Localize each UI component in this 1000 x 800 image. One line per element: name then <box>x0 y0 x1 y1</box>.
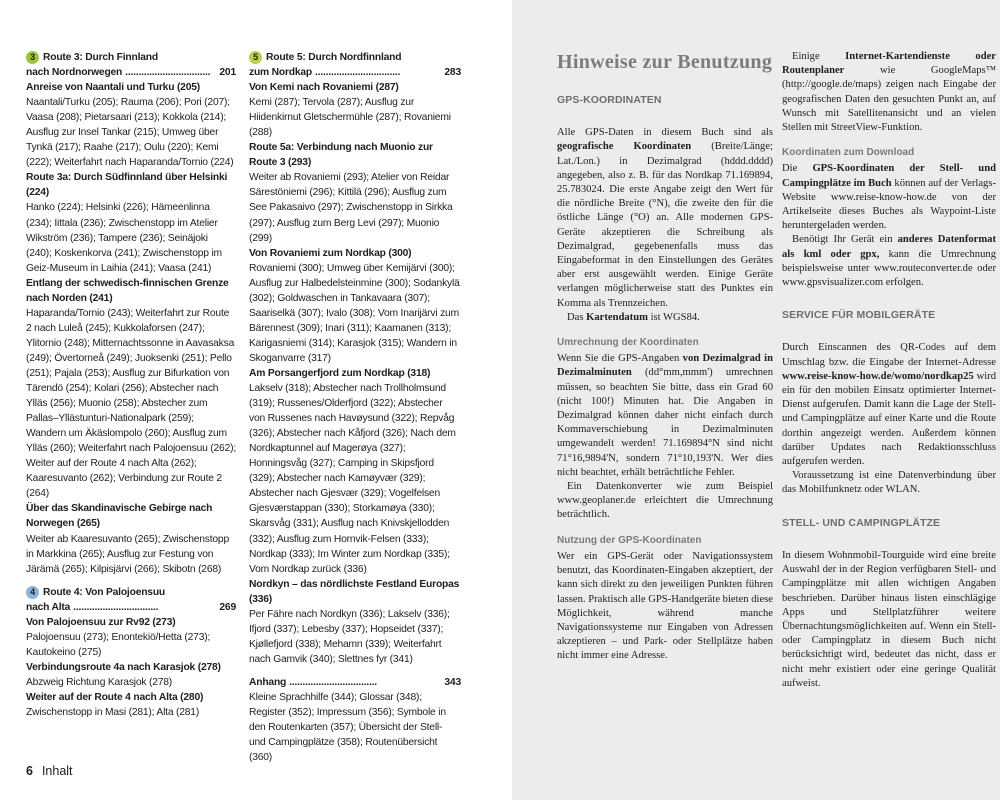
info-column-1 <box>557 50 773 664</box>
toc-route-title-text: Anhang <box>249 676 287 688</box>
bold-text: anderes Datenformat als kml oder gpx, <box>782 234 997 260</box>
usage-paragraph: Wer ein GPS-Gerät oder Navigationssystem benutzt, das Koordinaten-Eingaben akzeptiert, der kann sich direkt zu den jeweiligen Punkten führen lassen. Praktisch alle GPS-Handgeräte bieten diese Möglichkeit, während manche Navigationssysteme nur Eingaben von Adressen akzeptieren – und Park- oder Stellplätze haben nicht immer eine Adresse. <box>557 550 773 662</box>
toc-dot-leader: ................................ <box>315 67 401 79</box>
toc-route-title-line <box>26 50 236 65</box>
toc-page-number: 283 <box>444 67 461 79</box>
bold-text: Kartendatum <box>586 311 648 323</box>
toc-section-places: Haparanda/Tornio (243); Weiterfahrt zur Route 2 nach Luleå (245); Kukkolaforsen (247); Ylitornio (248); Mitternachtssonne in Aavasaksa (249); Övertorneå (249); Juoksenki (251); Pello (251); Pajala (253); Ausflug zur Bifurkation von Tärendö (254); Kolari (256); Abstecher nach Ylläs (256); Muonio (258); Abstecher zum Pallas–Yllästunturi-Nationalpark (259); Wandern um Äkäslompolo (260); Ausflug zum Ylläs (260); Weiterfahrt nach Palojoensuu (262); Weiter auf der Route 4 nach Alta (262); Kaaresuvanto (262); Verbindung zur Route 2 (264) <box>26 307 236 500</box>
toc-section-places: Abzweig Richtung Karasjok (278) <box>26 676 173 688</box>
toc-section-heading: Von Rovaniemi zum Nordkap (300) <box>249 247 412 259</box>
bold-text: Internet-Kartendienste oder Routenplaner <box>782 51 996 77</box>
toc-dot-leader: ................................. <box>289 676 377 688</box>
toc-section-places: Hanko (224); Helsinki (226); Hämeenlinna (234); Iittala (236); Zwischenstopp im Atelier Wikström (236); Tampere (236); Seinäjoki (240); Koskenkorva (241); Zwischenstopp im Geiz-Museum in Laihia (241); Vaasa (241) <box>26 202 222 274</box>
camping-paragraph: In diesem Wohnmobil-Tourguide wird eine breite Auswahl der in der Region verfügbaren Stell- und Campingplätze mit allen wichtigen Angaben beschrieben. Darüber hinaus listen einschlägige Apps und Stellplatzführer weitere Übernachtungsmöglichkeiten auf. Wenn ein Stell- oder Campingplatz in diesem Buch nicht berücksichtigt wird, bedeutet das nicht, dass er nicht mehr existiert oder eine geringe Qualität aufweist. <box>782 549 996 689</box>
bold-text: www.reise-know-how.de/womo/nordkap25 <box>782 370 974 382</box>
toc-section-heading: Über das Skandinavische Gebirge nach Norwegen (265) <box>26 503 213 530</box>
toc-section-heading: Entlang der schwedisch-finnischen Grenze nach Norden (241) <box>26 277 229 304</box>
toc-route-title-text: nach Alta <box>26 601 71 613</box>
gps-heading: GPS-KOORDINATEN <box>557 94 662 106</box>
bold-text: GPS-Koordinaten der Stell- und Campingplätze im Buch <box>782 163 996 189</box>
toc-route-title-last-line <box>26 65 236 80</box>
toc-section-heading: Weiter auf der Route 4 nach Alta (280) <box>26 691 204 703</box>
text-run: Alle GPS-Daten in diesem Buch sind als <box>557 127 773 139</box>
toc-route-title-text: nach Nordnorwegen <box>26 67 123 79</box>
page-number: 6 <box>26 764 33 778</box>
toc-dot-leader: ................................ <box>125 67 211 79</box>
toc-route-title-line <box>249 50 461 65</box>
toc-section-places: Naantali/Turku (205); Rauma (206); Pori (207); Vaasa (208); Pietarsaari (213); Kokkola (214); Ausflug zur Insel Tankar (215); Umweg über Tynkä (217); Raahe (217); Oulu (220); Kemi (222); Weiterfahrt nach Haparanda/Tornio (224) <box>26 97 234 169</box>
route-number-badge: 5 <box>249 51 262 64</box>
text-run: Das <box>567 311 587 323</box>
toc-route-title <box>26 585 165 600</box>
text-run: wird ein für den mobilen Einsatz optimierter Internet-Dienst aufgerufen. Damit kann die Lage der Stell- und Campingplätze auf einer Karte und die Route dorthin angezeigt werden. Außerdem können darüber Updates nach Redaktionsschluss aufgerufen werden. <box>782 370 996 468</box>
route-number-badge: 4 <box>26 586 39 599</box>
download-paragraph-2 <box>782 233 996 290</box>
toc-route-title-text: Route 5: Durch Nordfinnland <box>266 52 402 63</box>
page-footer <box>26 764 73 778</box>
conversion-paragraph-2: Ein Datenkonverter wie zum Beispiel www.geoplaner.de erleichtert die Umrechnung beträchtlich. <box>557 481 773 521</box>
toc-page-number: 201 <box>219 67 236 79</box>
text-run: Wenn Sie die GPS-Angaben <box>557 353 683 365</box>
toc-route-title-line <box>26 585 236 600</box>
toc-route-entry <box>26 50 236 577</box>
toc-section-places: Rovaniemi (300); Umweg über Kemijärvi (300); Ausflug zur Halbedelsteinmine (300); Sodankylä (302); Goldwaschen in Tankavaara (307); Saariselkä (307); Ivalo (308); Vom Inarijärvi zum Bärennest (309); Inari (311); Kaamanen (313); Karigasniemi (314); Karasjok (315); Wandern in Skoganvarre (317) <box>249 262 460 364</box>
mobile-paragraph-2: Voraussetzung ist eine Datenverbindung über das Mobilfunknetz oder WLAN. <box>782 470 996 496</box>
toc-route-title <box>249 65 312 80</box>
conversion-heading: Umrechnung der Koordinaten <box>557 337 699 349</box>
toc-section-places: Lakselv (318); Abstecher nach Trollholmsund (319); Russenes/Olderfjord (322); Abstecher von Russenes nach Havøysund (322); Repvåg (326); Abstecher nach Kåfjord (326); Nach dem Nordkaptunnel auf Magerøya (327); Honningsvåg (327); Camping in Skipsfjord (329); Abstecher nach Kamøyvær (329); Abstecher nach Gjesvær (329); Vogelfelsen Gjesværstappan (330); Storkamøya (330); Skarsvåg (331); Ausflug nach Knivskjellodden (332); Ausflug zum Hornvik-Felsen (333); Nordkap (333); Im Winter zum Nordkap (335); Vom Nordkap zurück (336) <box>249 383 456 575</box>
toc-section-places: Per Fähre nach Nordkyn (336); Lakselv (336); Ifjord (337); Lebesby (337); Hopseidet (337); Kjøllefjord (338); Mehamn (339); Weiterfahrt nach Gamvik (340); Slettnes fyr (341) <box>249 608 450 665</box>
toc-route-title-last-line <box>249 65 461 80</box>
toc-route-title-text: zum Nordkap <box>249 67 313 79</box>
toc-section-places: Kemi (287); Tervola (287); Ausflug zur Hiidenkirnut Gletschermühle (287); Rovaniemi (288) <box>249 97 451 139</box>
toc-section-heading: Nordkyn – das nördlichste Festland Europas (336) <box>249 578 460 605</box>
toc-route-entry <box>249 675 461 765</box>
conversion-paragraph-1 <box>557 352 773 480</box>
toc-section-places: Zwischenstopp in Masi (281); Alta (281) <box>26 707 200 719</box>
info-column-2 <box>782 50 996 691</box>
toc-section-places: Kleine Sprachhilfe (344); Glossar (348); Register (352); Impressum (356); Symbole in den Routenkarten (357); Übersicht der Stell- und Campingplätze (358); Routenübersicht (360) <box>249 691 446 764</box>
toc-section-heading: Verbindungsroute 4a nach Karasjok (278) <box>26 661 221 673</box>
mobile-paragraph-1 <box>782 341 996 469</box>
bold-text: geografische Koordinaten <box>557 141 692 153</box>
toc-section-places: Palojoensuu (273); Enontekiö/Hetta (273); Kautokeino (275) <box>26 631 211 658</box>
toc-page-number: 269 <box>219 601 236 613</box>
toc-section-heading: Von Palojoensuu zur Rv92 (273) <box>26 616 176 628</box>
toc-route-title-last-line <box>249 675 461 690</box>
toc-route-entry <box>26 585 236 720</box>
download-paragraph-1 <box>782 162 996 233</box>
toc-route-title-text: Route 3: Durch Finnland <box>43 52 158 63</box>
toc-route-title-last-line <box>26 600 236 615</box>
gps-paragraph-2 <box>557 311 773 325</box>
mobile-heading: SERVICE FÜR MOBILGERÄTE <box>782 309 936 322</box>
toc-route-title <box>26 65 122 80</box>
toc-route-title <box>249 50 401 65</box>
text-run: Die <box>782 163 813 175</box>
toc-section-heading: Von Kemi nach Rovaniemi (287) <box>249 82 399 94</box>
toc-route-title <box>249 675 286 690</box>
text-run: wie GoogleMaps™ (http://google.de/maps) zeigen nach Eingabe der geografischen Daten den gesuchten Punkt an, auf Wunsch mit Satellitenansicht und an vielen Stellen mit StreetView-Funktion. <box>782 65 996 134</box>
toc-page-number: 343 <box>444 676 461 688</box>
text-run: können auf der Verlags-Website www.reise-know-how.de von der Artikelseite dieses Buches als Waypoint-Liste heruntergeladen werden. <box>782 177 996 232</box>
text-run: (dd°mm,mmm') umrechnen müssen, so beachten Sie bitte, dass ein Grad 60 (nicht 100!) Minuten hat. Die Angaben in Dezimalgrad können daher nicht einfach durch Kommaverschiebung in Dezimalminuten umgewandelt werden! 71.169894°N sind nicht 71°16,9894'N, sondern 71°10,193'N. Wer dies nicht beachtet, erhält beträchtliche Fehler. <box>557 367 773 478</box>
toc-section-heading: Route 3a: Durch Südfinnland über Helsinki (224) <box>26 172 228 199</box>
toc-column-1 <box>26 50 236 728</box>
toc-section-heading: Route 5a: Verbindung nach Muonio zur Route 3 (293) <box>249 142 433 169</box>
toc-section-heading: Am Porsangerfjord zum Nordkap (318) <box>249 367 431 379</box>
usage-heading: Nutzung der GPS-Koordinaten <box>557 534 702 546</box>
internet-paragraph <box>782 50 996 135</box>
toc-dot-leader: ................................ <box>73 601 159 613</box>
toc-route-title <box>26 600 70 615</box>
toc-section-heading: Anreise von Naantali und Turku (205) <box>26 82 200 94</box>
text-run: (Breite/Länge; Lat./Lon.) in Dezimalgrad (hddd.dddd) angegeben, also z. B. für das Nordkap 71.169894, 25.783024. Die erste Angabe zeigt den Wert für die nördliche Breite (°N), die zweite den für die östliche Länge (°O) an. Alle modernen GPS-Geräte akzeptieren die Schreibung als Dezimalgrad, gegebenenfalls muss das Eingabeformat in den Einstellungen des Gerätes aber erst ausgewählt werden. Einige Geräte verlangen möglicherweise statt des Punktes ein Komma als Trennzeichen. <box>557 141 774 309</box>
route-number-badge: 3 <box>26 51 39 64</box>
text-run: kann die Umrechnung beispielsweise unter www.routeconverter.de oder www.gpsvisualizer.com erfolgen. <box>782 248 996 289</box>
camping-heading: STELL- UND CAMPINGPLÄTZE <box>782 516 941 529</box>
toc-route-title-text: Route 4: Von Palojoensuu <box>43 586 166 598</box>
gps-paragraph-1 <box>557 126 773 311</box>
page-section-label: Inhalt <box>41 764 73 778</box>
text-run: Durch Einscannen des QR-Codes auf dem Umschlag bzw. die Eingabe der Internet-Adresse <box>782 342 996 368</box>
text-run: Benötigt Ihr Gerät ein <box>792 234 898 246</box>
info-title: Hinweise zur Benutzung <box>557 51 773 73</box>
toc-section-places: Weiter ab Kaaresuvanto (265); Zwischenstopp in Markkina (265); Ausflug zur Festung von Järämä (265); Kilpisjärvi (266); Skibotn (268) <box>26 533 229 575</box>
bold-text: von Dezimalgrad in Dezimalminuten <box>557 353 773 379</box>
text-run: Einige <box>792 51 846 62</box>
text-run: ist WGS84. <box>647 311 700 323</box>
download-heading: Koordinaten zum Download <box>782 147 915 159</box>
toc-section-places: Weiter ab Rovaniemi (293); Atelier von Reidar Särestöniemi (296); Kittilä (296); Ausflug zum See Pakasaivo (297); Zwischenstopp in Sirkka (297); Ausflug zum Berg Levi (297); Muonio (299) <box>249 172 453 244</box>
toc-route-title <box>26 50 158 65</box>
toc-route-entry <box>249 50 461 667</box>
toc-column-2 <box>249 50 461 773</box>
